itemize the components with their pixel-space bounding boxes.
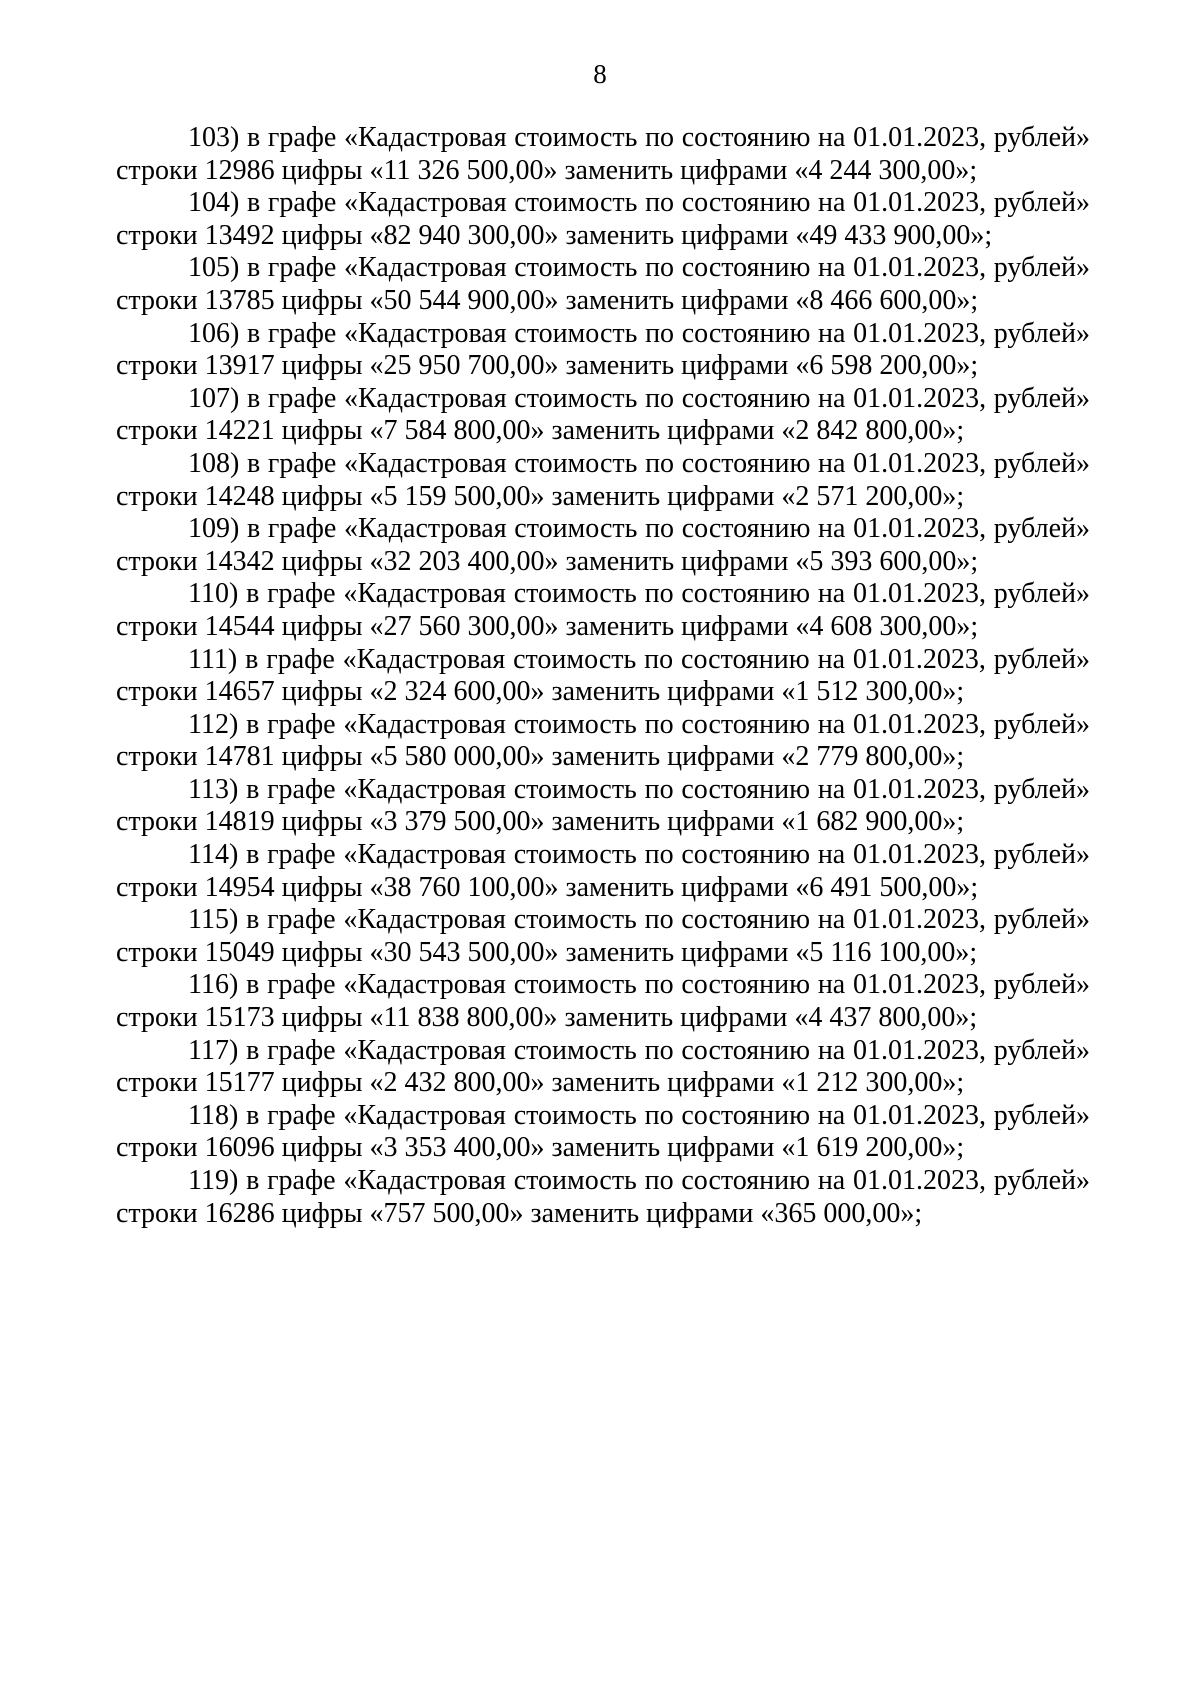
amendment-list <box>116 122 1090 1230</box>
amendment-item: 116) в графе «Кадастровая стоимость по состоянию на 01.01.2023, рублей» строки 15173 цифры «11 838 800,00» заменить цифрами «4 437 800,00»; <box>116 969 1090 1034</box>
amendment-item: 118) в графе «Кадастровая стоимость по состоянию на 01.01.2023, рублей» строки 16096 цифры «3 353 400,00» заменить цифрами «1 619 200,00»; <box>116 1099 1090 1164</box>
amendment-item: 117) в графе «Кадастровая стоимость по состоянию на 01.01.2023, рублей» строки 15177 цифры «2 432 800,00» заменить цифрами «1 212 300,00»; <box>116 1034 1090 1099</box>
amendment-item: 113) в графе «Кадастровая стоимость по состоянию на 01.01.2023, рублей» строки 14819 цифры «3 379 500,00» заменить цифрами «1 682 900,00»; <box>116 773 1090 838</box>
amendment-item: 107) в графе «Кадастровая стоимость по состоянию на 01.01.2023, рублей» строки 14221 цифры «7 584 800,00» заменить цифрами «2 842 800,00»; <box>116 382 1090 447</box>
amendment-item: 105) в графе «Кадастровая стоимость по состоянию на 01.01.2023, рублей» строки 13785 цифры «50 544 900,00» заменить цифрами «8 466 600,00»; <box>116 252 1090 316</box>
amendment-item: 109) в графе «Кадастровая стоимость по состоянию на 01.01.2023, рублей» строки 14342 цифры «32 203 400,00» заменить цифрами «5 393 600,00»; <box>116 513 1090 577</box>
amendment-item: 103) в графе «Кадастровая стоимость по состоянию на 01.01.2023, рублей» строки 12986 цифры «11 326 500,00» заменить цифрами «4 244 300,00»; <box>116 122 1090 186</box>
amendment-item: 112) в графе «Кадастровая стоимость по состоянию на 01.01.2023, рублей» строки 14781 цифры «5 580 000,00» заменить цифрами «2 779 800,00»; <box>116 708 1090 773</box>
amendment-item: 106) в графе «Кадастровая стоимость по состоянию на 01.01.2023, рублей» строки 13917 цифры «25 950 700,00» заменить цифрами «6 598 200,00»; <box>116 317 1090 382</box>
amendment-item: 104) в графе «Кадастровая стоимость по состоянию на 01.01.2023, рублей» строки 13492 цифры «82 940 300,00» заменить цифрами «49 433 900,00»; <box>116 187 1090 251</box>
amendment-item: 115) в графе «Кадастровая стоимость по состоянию на 01.01.2023, рублей» строки 15049 цифры «30 543 500,00» заменить цифрами «5 116 100,00»; <box>116 904 1090 968</box>
page-number: 8 <box>593 59 607 89</box>
amendment-item: 110) в графе «Кадастровая стоимость по состоянию на 01.01.2023, рублей» строки 14544 цифры «27 560 300,00» заменить цифрами «4 608 300,00»; <box>116 578 1090 642</box>
amendment-item: 114) в графе «Кадастровая стоимость по состоянию на 01.01.2023, рублей» строки 14954 цифры «38 760 100,00» заменить цифрами «6 491 500,00»; <box>116 839 1090 903</box>
amendment-item: 119) в графе «Кадастровая стоимость по состоянию на 01.01.2023, рублей» строки 16286 цифры «757 500,00» заменить цифрами «365 000,00»; <box>116 1165 1090 1229</box>
amendment-item: 111) в графе «Кадастровая стоимость по состоянию на 01.01.2023, рублей» строки 14657 цифры «2 324 600,00» заменить цифрами «1 512 300,00»; <box>116 643 1090 708</box>
amendment-item: 108) в графе «Кадастровая стоимость по состоянию на 01.01.2023, рублей» строки 14248 цифры «5 159 500,00» заменить цифрами «2 571 200,00»; <box>116 447 1090 512</box>
